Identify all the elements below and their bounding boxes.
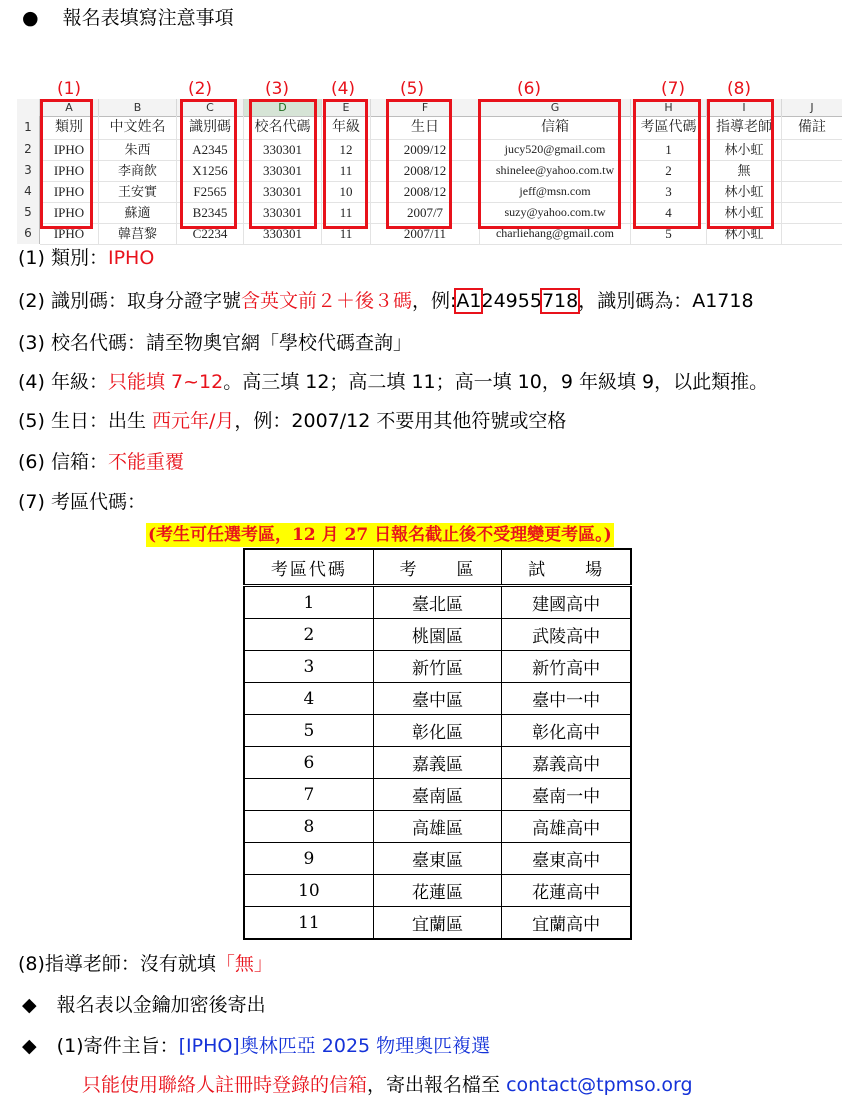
exam-table-body xyxy=(244,586,631,940)
exam-site-cell: 臺中一中 xyxy=(502,683,631,715)
bullet-1-text: 報名表以金鑰加密後寄出 xyxy=(56,994,266,1016)
cell-chinese-name[interactable]: 王安實 xyxy=(99,181,177,203)
header-cell-remarks[interactable]: 備註 xyxy=(782,116,842,140)
cell-grade[interactable]: 12 xyxy=(322,139,371,161)
cell-id-code[interactable]: C2234 xyxy=(177,223,244,245)
cell-school-code[interactable]: 330301 xyxy=(244,223,322,245)
item-5 xyxy=(18,409,566,433)
heading-text: 報名表填寫注意事項 xyxy=(62,7,234,29)
cell-birthday[interactable]: 2007/7 xyxy=(371,202,480,224)
exam-area-name-cell: 臺南區 xyxy=(373,779,501,811)
header-cell-email[interactable]: 信箱 xyxy=(480,116,631,140)
item-8 xyxy=(18,952,273,976)
highlight-box-5 xyxy=(386,99,452,229)
cell-exam-area-code[interactable]: 3 xyxy=(631,181,707,203)
cell-teacher[interactable]: 林小虹 xyxy=(707,139,782,161)
item-1-label: (1) 類別： xyxy=(18,247,108,269)
cell-teacher[interactable]: 林小虹 xyxy=(707,202,782,224)
cell-type[interactable]: IPHO xyxy=(40,223,99,245)
item-2-example-box1: A1 xyxy=(456,290,482,312)
row-number[interactable]: 1 xyxy=(17,116,40,139)
cell-chinese-name[interactable]: 朱西 xyxy=(99,139,177,161)
cell-email[interactable]: shinelee@yahoo.com.tw xyxy=(480,160,631,182)
cell-birthday[interactable]: 2009/12 xyxy=(371,139,480,161)
item-6-label: (6) 信箱： xyxy=(18,451,108,473)
col-header-e[interactable]: E xyxy=(322,99,371,117)
col-header-j[interactable]: J xyxy=(782,99,842,117)
cell-exam-area-code[interactable]: 5 xyxy=(631,223,707,245)
item-2-label: (2) 識別碼：取身分證字號 xyxy=(18,290,241,312)
colnum-1: (1) xyxy=(56,79,82,99)
exam-area-code-cell: 11 xyxy=(244,907,373,940)
col-header-h[interactable]: H xyxy=(631,99,707,117)
item-6-red: 不能重覆 xyxy=(107,451,184,473)
colnum-5: (5) xyxy=(399,79,425,99)
item-3: (3) 校名代碼：請至物奧官網「學校代碼查詢」 xyxy=(18,332,412,354)
highlight-box-7 xyxy=(633,99,701,229)
row-number[interactable]: 3 xyxy=(17,160,40,181)
exam-table-row xyxy=(244,811,631,843)
exam-area-code-cell: 4 xyxy=(244,683,373,715)
item-5-label: (5) 生日：出生 xyxy=(18,410,152,432)
cell-remarks[interactable] xyxy=(782,223,842,245)
exam-area-code-cell: 6 xyxy=(244,747,373,779)
item-8-label: (8)指導老師：沒有就填 xyxy=(18,953,216,975)
exam-table-row xyxy=(244,779,631,811)
exam-table-row xyxy=(244,619,631,651)
contact-email-link[interactable]: contact@tpmso.org xyxy=(506,1074,693,1096)
cell-grade[interactable]: 10 xyxy=(322,181,371,203)
cell-exam-area-code[interactable]: 2 xyxy=(631,160,707,182)
exam-site-cell: 彰化高中 xyxy=(502,715,631,747)
cell-school-code[interactable]: 330301 xyxy=(244,202,322,224)
col-header-i[interactable]: I xyxy=(707,99,782,117)
exam-site-cell: 高雄高中 xyxy=(502,811,631,843)
heading xyxy=(22,6,234,30)
cell-chinese-name[interactable]: 李商飲 xyxy=(99,160,177,182)
header-cell-id-code[interactable]: 識別碼 xyxy=(177,116,244,140)
cell-remarks[interactable] xyxy=(782,181,842,203)
diamond-bullet-icon: ◆ xyxy=(22,994,37,1016)
item-5-rest: ，例：2007/12 不要用其他符號或空格 xyxy=(234,410,567,432)
cell-email[interactable]: jeff@msn.com xyxy=(480,181,631,203)
cell-remarks[interactable] xyxy=(782,202,842,224)
exam-table-header-area: 考 區 xyxy=(373,549,501,586)
cell-school-code[interactable]: 330301 xyxy=(244,160,322,182)
exam-area-name-cell: 臺東區 xyxy=(373,843,501,875)
spreadsheet-example xyxy=(17,79,842,241)
cell-id-code[interactable]: B2345 xyxy=(177,202,244,224)
exam-site-cell: 新竹高中 xyxy=(502,651,631,683)
corner-cell[interactable] xyxy=(17,99,40,117)
exam-area-code-cell: 5 xyxy=(244,715,373,747)
exam-site-cell: 嘉義高中 xyxy=(502,747,631,779)
highlight-box-4 xyxy=(323,99,368,229)
row-number[interactable]: 5 xyxy=(17,202,40,223)
item-2-example-prefix: ，例: xyxy=(411,290,457,312)
item-2-example-suffix: ，識別碼為：A1718 xyxy=(578,290,754,312)
exam-table-row xyxy=(244,683,631,715)
exam-site-cell: 宜蘭高中 xyxy=(502,907,631,940)
highlight-box-3 xyxy=(249,99,317,229)
highlight-box-2 xyxy=(180,99,237,229)
bullet-icon: ● xyxy=(22,7,39,29)
highlight-box-1 xyxy=(40,99,93,229)
highlight-box-8 xyxy=(707,99,774,229)
cell-teacher[interactable]: 林小虹 xyxy=(707,181,782,203)
item-7: (7) 考區代碼： xyxy=(18,491,146,513)
row-number[interactable]: 2 xyxy=(17,139,40,160)
exam-area-code-cell: 8 xyxy=(244,811,373,843)
bullet-line-2 xyxy=(22,1034,490,1058)
exam-area-note: (考生可任選考區，12 月 27 日報名截止後不受理變更考區。) xyxy=(148,525,612,545)
col-header-a[interactable]: A xyxy=(40,99,99,117)
cell-email[interactable]: charliehang@gmail.com xyxy=(480,223,631,245)
header-cell-school-code[interactable]: 校名代碼 xyxy=(244,116,322,140)
item-4-red: 只能填 7~12 xyxy=(107,371,224,393)
exam-area-code-cell: 2 xyxy=(244,619,373,651)
footer-text: ，寄出報名檔至 xyxy=(367,1074,507,1096)
cell-email[interactable]: suzy@yahoo.com.tw xyxy=(480,202,631,224)
cell-id-code[interactable]: F2565 xyxy=(177,181,244,203)
cell-remarks[interactable] xyxy=(782,139,842,161)
item-1-value: IPHO xyxy=(107,247,155,269)
mail-subject: [IPHO]奧林匹亞 2025 物理奧匹複選 xyxy=(178,1035,491,1057)
col-header-g[interactable]: G xyxy=(480,99,631,117)
item-4 xyxy=(18,370,768,394)
colnum-4: (4) xyxy=(330,79,356,99)
header-cell-chinese-name[interactable]: 中文姓名 xyxy=(99,116,177,140)
cell-school-code[interactable]: 330301 xyxy=(244,181,322,203)
cell-exam-area-code[interactable]: 1 xyxy=(631,139,707,161)
cell-teacher[interactable]: 林小虹 xyxy=(707,223,782,245)
item-4-rest: 。高三填 12；高二填 11；高一填 10，9 年級填 9，以此類推。 xyxy=(223,371,769,393)
col-header-f[interactable]: F xyxy=(371,99,480,117)
header-cell-exam-area-code[interactable]: 考區代碼 xyxy=(631,116,707,140)
exam-table-header-site: 試 場 xyxy=(502,549,631,586)
highlight-box-6 xyxy=(478,99,621,229)
cell-grade[interactable]: 11 xyxy=(322,160,371,182)
cell-school-code[interactable]: 330301 xyxy=(244,139,322,161)
exam-table-row xyxy=(244,843,631,875)
exam-area-name-cell: 新竹區 xyxy=(373,651,501,683)
exam-area-code-cell: 10 xyxy=(244,875,373,907)
exam-area-name-cell: 高雄區 xyxy=(373,811,501,843)
exam-area-name-cell: 桃園區 xyxy=(373,619,501,651)
cell-id-code[interactable]: A2345 xyxy=(177,139,244,161)
cell-birthday[interactable]: 2008/12 xyxy=(371,181,480,203)
exam-area-name-cell: 臺中區 xyxy=(373,683,501,715)
exam-table-row xyxy=(244,747,631,779)
colnum-8: (8) xyxy=(726,79,752,99)
row-number[interactable]: 6 xyxy=(17,223,40,244)
exam-area-code-cell: 3 xyxy=(244,651,373,683)
colnum-3: (3) xyxy=(264,79,290,99)
header-cell-teacher[interactable]: 指導老師 xyxy=(707,116,782,140)
exam-site-cell: 武陵高中 xyxy=(502,619,631,651)
col-header-b[interactable]: B xyxy=(99,99,177,117)
exam-table-row xyxy=(244,586,631,619)
col-header-d[interactable]: D xyxy=(244,99,322,117)
cell-remarks[interactable] xyxy=(782,160,842,182)
bullet-line-1 xyxy=(22,993,266,1017)
colnum-6: (6) xyxy=(516,79,542,99)
exam-table-row xyxy=(244,875,631,907)
colnum-2: (2) xyxy=(187,79,213,99)
exam-table-header-row xyxy=(244,549,631,586)
diamond-bullet-icon: ◆ xyxy=(22,1035,37,1057)
item-1 xyxy=(18,246,154,270)
item-2-example-mid: 24955 xyxy=(481,290,542,312)
bullet-2-label: (1)寄件主旨： xyxy=(56,1035,179,1057)
cell-chinese-name[interactable]: 蘇適 xyxy=(99,202,177,224)
exam-area-code-cell: 9 xyxy=(244,843,373,875)
exam-site-cell: 花蓮高中 xyxy=(502,875,631,907)
row-number[interactable]: 4 xyxy=(17,181,40,202)
exam-site-cell: 臺東高中 xyxy=(502,843,631,875)
exam-table-row xyxy=(244,715,631,747)
header-cell-grade[interactable]: 年級 xyxy=(322,116,371,140)
exam-table-row xyxy=(244,907,631,940)
cell-type[interactable]: IPHO xyxy=(40,202,99,224)
header-cell-birthday[interactable]: 生日 xyxy=(371,116,480,140)
header-cell-type[interactable]: 類別 xyxy=(40,116,99,140)
exam-area-table xyxy=(243,548,632,940)
cell-grade[interactable]: 11 xyxy=(322,202,371,224)
exam-area-code-cell: 1 xyxy=(244,586,373,619)
colnum-7: (7) xyxy=(660,79,686,99)
exam-site-cell: 建國高中 xyxy=(502,586,631,619)
cell-type[interactable]: IPHO xyxy=(40,160,99,182)
exam-area-name-cell: 臺北區 xyxy=(373,586,501,619)
cell-chinese-name[interactable]: 韓莒黎 xyxy=(99,223,177,245)
item-8-red: 「無」 xyxy=(215,953,273,975)
cell-birthday[interactable]: 2007/11 xyxy=(371,223,480,245)
exam-area-code-cell: 7 xyxy=(244,779,373,811)
cell-email[interactable]: jucy520@gmail.com xyxy=(480,139,631,161)
item-2-example-box2: 718 xyxy=(541,290,579,312)
exam-area-name-cell: 彰化區 xyxy=(373,715,501,747)
cell-type[interactable]: IPHO xyxy=(40,181,99,203)
exam-area-name-cell: 花蓮區 xyxy=(373,875,501,907)
exam-table-header-code: 考區代碼 xyxy=(244,549,373,586)
cell-exam-area-code[interactable]: 4 xyxy=(631,202,707,224)
cell-type[interactable]: IPHO xyxy=(40,139,99,161)
exam-area-name-cell: 嘉義區 xyxy=(373,747,501,779)
exam-site-cell: 臺南一中 xyxy=(502,779,631,811)
exam-area-name-cell: 宜蘭區 xyxy=(373,907,501,940)
exam-table-row xyxy=(244,651,631,683)
footer-line xyxy=(82,1073,693,1097)
cell-grade[interactable]: 11 xyxy=(322,223,371,245)
item-2-red: 含英文前２＋後３碼 xyxy=(240,290,412,312)
item-4-label: (4) 年級： xyxy=(18,371,108,393)
cell-teacher[interactable]: 無 xyxy=(707,160,782,182)
cell-birthday[interactable]: 2008/12 xyxy=(371,160,480,182)
col-header-c[interactable]: C xyxy=(177,99,244,117)
footer-red-text: 只能使用聯絡人註冊時登錄的信箱 xyxy=(82,1074,368,1096)
item-6 xyxy=(18,450,184,474)
item-2 xyxy=(18,289,754,313)
item-5-red: 西元年/月 xyxy=(152,410,235,432)
cell-id-code[interactable]: X1256 xyxy=(177,160,244,182)
